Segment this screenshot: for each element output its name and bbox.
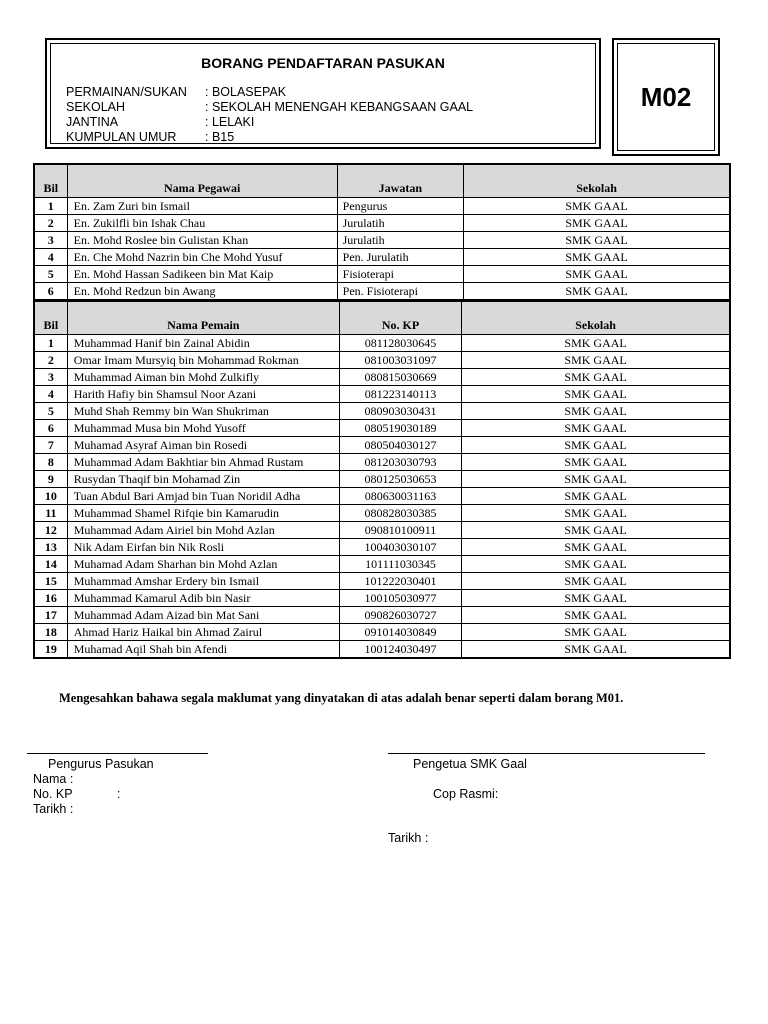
form-code-box — [612, 38, 720, 156]
field-label: PERMAINAN/SUKAN — [66, 85, 187, 99]
row-school: SMK GAAL — [462, 437, 730, 454]
table-row — [34, 454, 730, 471]
row-ic-number: 100403030107 — [339, 539, 461, 556]
row-ic-number: 081203030793 — [339, 454, 461, 471]
row-school: SMK GAAL — [462, 488, 730, 505]
row-school: SMK GAAL — [462, 573, 730, 590]
row-school: SMK GAAL — [462, 522, 730, 539]
manager-name-label: Nama : — [33, 772, 74, 786]
table-row — [34, 624, 730, 641]
row-school: SMK GAAL — [464, 232, 730, 249]
col-header: Bil — [34, 301, 67, 335]
row-number: 10 — [34, 488, 67, 505]
table-row — [34, 335, 730, 352]
row-ic-number: 080125030653 — [339, 471, 461, 488]
row-school: SMK GAAL — [464, 198, 730, 215]
row-ic-number: 081128030645 — [339, 335, 461, 352]
row-school: SMK GAAL — [462, 471, 730, 488]
officials-table — [33, 163, 731, 301]
table-header-row — [34, 301, 730, 335]
row-name: En. Mohd Roslee bin Gulistan Khan — [67, 232, 337, 249]
row-name: Nik Adam Eirfan bin Nik Rosli — [67, 539, 339, 556]
row-number: 9 — [34, 471, 67, 488]
row-school: SMK GAAL — [462, 556, 730, 573]
row-number: 18 — [34, 624, 67, 641]
row-number: 12 — [34, 522, 67, 539]
table-row — [34, 590, 730, 607]
row-position: Jurulatih — [337, 232, 463, 249]
row-school: SMK GAAL — [462, 454, 730, 471]
row-position: Pen. Fisioterapi — [337, 283, 463, 301]
row-name: Muhamad Asyraf Aiman bin Rosedi — [67, 437, 339, 454]
row-ic-number: 100105030977 — [339, 590, 461, 607]
row-number: 7 — [34, 437, 67, 454]
table-row — [34, 386, 730, 403]
row-number: 17 — [34, 607, 67, 624]
row-school: SMK GAAL — [464, 249, 730, 266]
row-name: Muhammad Hanif bin Zainal Abidin — [67, 335, 339, 352]
row-number: 2 — [34, 352, 67, 369]
row-school: SMK GAAL — [462, 624, 730, 641]
row-name: Rusydan Thaqif bin Mohamad Zin — [67, 471, 339, 488]
row-name: Muhammad Adam Aizad bin Mat Sani — [67, 607, 339, 624]
row-ic-number: 080630031163 — [339, 488, 461, 505]
row-position: Fisioterapi — [337, 266, 463, 283]
manager-ic-colon: : — [117, 787, 121, 801]
row-ic-number: 081003031097 — [339, 352, 461, 369]
row-number: 3 — [34, 369, 67, 386]
row-number: 1 — [34, 198, 67, 215]
table-row — [34, 420, 730, 437]
col-header: Sekolah — [464, 164, 730, 198]
table-row — [34, 352, 730, 369]
row-name: Muhammad Shamel Rifqie bin Kamarudin — [67, 505, 339, 522]
row-name: Muhammad Aiman bin Mohd Zulkifly — [67, 369, 339, 386]
row-name: Muhammad Kamarul Adib bin Nasir — [67, 590, 339, 607]
row-number: 2 — [34, 215, 67, 232]
row-ic-number: 081223140113 — [339, 386, 461, 403]
row-school: SMK GAAL — [462, 539, 730, 556]
row-name: Muhammad Musa bin Mohd Yusoff — [67, 420, 339, 437]
row-ic-number: 090826030727 — [339, 607, 461, 624]
col-header: Jawatan — [337, 164, 463, 198]
row-number: 5 — [34, 403, 67, 420]
manager-ic-label: No. KP — [33, 787, 73, 801]
table-row — [34, 607, 730, 624]
table-row — [34, 505, 730, 522]
col-header: Nama Pemain — [67, 301, 339, 335]
table-row — [34, 249, 730, 266]
form-header-inner — [50, 43, 596, 144]
table-row — [34, 539, 730, 556]
row-ic-number: 080519030189 — [339, 420, 461, 437]
row-name: En. Che Mohd Nazrin bin Che Mohd Yusuf — [67, 249, 337, 266]
row-school: SMK GAAL — [464, 283, 730, 301]
row-name: Omar Imam Mursyiq bin Mohammad Rokman — [67, 352, 339, 369]
row-position: Pengurus — [337, 198, 463, 215]
row-ic-number: 080815030669 — [339, 369, 461, 386]
row-number: 5 — [34, 266, 67, 283]
row-position: Jurulatih — [337, 215, 463, 232]
row-name: Muhammad Adam Airiel bin Mohd Azlan — [67, 522, 339, 539]
field-value: : LELAKI — [205, 115, 255, 129]
field-gender — [66, 115, 473, 130]
field-label: JANTINA — [66, 115, 119, 129]
table-row — [34, 215, 730, 232]
row-number: 13 — [34, 539, 67, 556]
row-ic-number: 091014030849 — [339, 624, 461, 641]
row-name: Muhamad Aqil Shah bin Afendi — [67, 641, 339, 659]
row-ic-number: 090810100911 — [339, 522, 461, 539]
table-row — [34, 266, 730, 283]
row-number: 4 — [34, 249, 67, 266]
field-sport — [66, 85, 473, 100]
form-fields — [66, 85, 473, 145]
table-row — [34, 283, 730, 301]
confirmation-statement: Mengesahkan bahawa segala maklumat yang dinyatakan di atas adalah benar seperti dalam borang M01. — [59, 691, 624, 705]
row-ic-number: 100124030497 — [339, 641, 461, 659]
row-ic-number: 101222030401 — [339, 573, 461, 590]
row-ic-number: 080504030127 — [339, 437, 461, 454]
principal-date-label: Tarikh : — [388, 831, 429, 845]
row-name: Tuan Abdul Bari Amjad bin Tuan Noridil Adha — [67, 488, 339, 505]
row-name: Harith Hafiy bin Shamsul Noor Azani — [67, 386, 339, 403]
row-name: Muhammad Adam Bakhtiar bin Ahmad Rustam — [67, 454, 339, 471]
col-header: Bil — [34, 164, 67, 198]
row-school: SMK GAAL — [464, 215, 730, 232]
row-name: En. Mohd Hassan Sadikeen bin Mat Kaip — [67, 266, 337, 283]
row-number: 19 — [34, 641, 67, 659]
row-number: 16 — [34, 590, 67, 607]
table-row — [34, 573, 730, 590]
field-age-group — [66, 130, 473, 145]
row-number: 4 — [34, 386, 67, 403]
manager-date-label: Tarikh : — [33, 802, 74, 816]
form-header-box — [45, 38, 601, 149]
row-number: 1 — [34, 335, 67, 352]
row-name: Muhd Shah Remmy bin Wan Shukriman — [67, 403, 339, 420]
col-header: No. KP — [339, 301, 461, 335]
field-school — [66, 100, 473, 115]
row-school: SMK GAAL — [462, 641, 730, 659]
row-name: Muhamad Adam Sharhan bin Mohd Azlan — [67, 556, 339, 573]
form-title: BORANG PENDAFTARAN PASUKAN — [201, 55, 445, 71]
row-school: SMK GAAL — [462, 590, 730, 607]
signature-line-right — [388, 753, 705, 754]
col-header: Nama Pegawai — [67, 164, 337, 198]
players-table — [33, 300, 731, 659]
row-school: SMK GAAL — [464, 266, 730, 283]
table-row — [34, 198, 730, 215]
signature-line-left — [27, 753, 208, 754]
row-ic-number: 080828030385 — [339, 505, 461, 522]
row-school: SMK GAAL — [462, 505, 730, 522]
field-value: : SEKOLAH MENENGAH KEBANGSAAN GAAL — [205, 100, 474, 114]
field-value: : B15 — [205, 130, 235, 144]
table-row — [34, 437, 730, 454]
table-row — [34, 488, 730, 505]
row-school: SMK GAAL — [462, 352, 730, 369]
row-position: Pen. Jurulatih — [337, 249, 463, 266]
table-row — [34, 556, 730, 573]
table-row — [34, 641, 730, 659]
row-name: En. Zam Zuri bin Ismail — [67, 198, 337, 215]
row-school: SMK GAAL — [462, 607, 730, 624]
row-school: SMK GAAL — [462, 403, 730, 420]
table-row — [34, 369, 730, 386]
row-number: 6 — [34, 420, 67, 437]
form-code: M02 — [617, 43, 715, 151]
row-number: 15 — [34, 573, 67, 590]
row-name: En. Mohd Redzun bin Awang — [67, 283, 337, 301]
table-row — [34, 232, 730, 249]
row-number: 6 — [34, 283, 67, 301]
official-stamp-label: Cop Rasmi: — [433, 787, 499, 801]
row-ic-number: 101111030345 — [339, 556, 461, 573]
row-number: 3 — [34, 232, 67, 249]
row-school: SMK GAAL — [462, 420, 730, 437]
row-school: SMK GAAL — [462, 386, 730, 403]
principal-title: Pengetua SMK Gaal — [413, 757, 527, 771]
field-label: SEKOLAH — [66, 100, 126, 114]
table-row — [34, 403, 730, 420]
table-header-row — [34, 164, 730, 198]
row-school: SMK GAAL — [462, 335, 730, 352]
row-school: SMK GAAL — [462, 369, 730, 386]
table-row — [34, 471, 730, 488]
row-number: 11 — [34, 505, 67, 522]
row-number: 8 — [34, 454, 67, 471]
manager-title: Pengurus Pasukan — [48, 757, 154, 771]
table-row — [34, 522, 730, 539]
row-number: 14 — [34, 556, 67, 573]
field-value: : BOLASEPAK — [205, 85, 287, 99]
row-ic-number: 080903030431 — [339, 403, 461, 420]
field-label: KUMPULAN UMUR — [66, 130, 177, 144]
row-name: Muhammad Amshar Erdery bin Ismail — [67, 573, 339, 590]
row-name: En. Zukilfli bin Ishak Chau — [67, 215, 337, 232]
col-header: Sekolah — [462, 301, 730, 335]
row-name: Ahmad Hariz Haikal bin Ahmad Zairul — [67, 624, 339, 641]
